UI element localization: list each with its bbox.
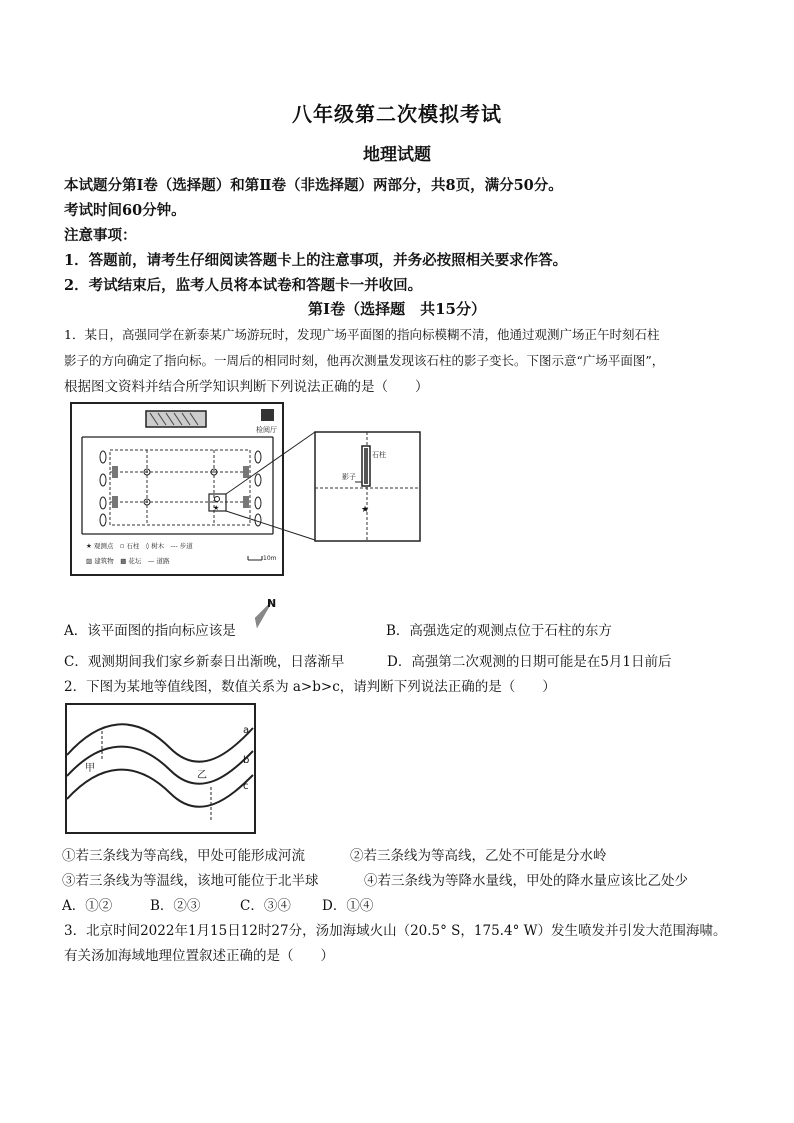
intro-line-2: 考试时间60分钟。 bbox=[64, 202, 186, 219]
q3-stem-line-2: 有关汤加海域地理位置叙述正确的是（ ） bbox=[64, 948, 334, 964]
q3-stem-line-1: 3．北京时间2022年1月15日12时27分，汤加海域火山（20.5° S，175.4° W）发生喷发并引发大范围海啸。 bbox=[64, 923, 727, 939]
label-jia: 甲 bbox=[85, 763, 95, 774]
notice-heading: 注意事项： bbox=[64, 227, 137, 244]
shadow-label: 影子 bbox=[342, 473, 356, 481]
q1-stem-line-1: 1．某日，高强同学在新泰某广场游玩时，发现广场平面图的指向标模糊不清，他通过观测广场正午时刻石柱 bbox=[64, 327, 660, 342]
review-hall-icon bbox=[261, 409, 274, 421]
q1-option-a bbox=[64, 619, 236, 639]
q1-stem-line-2: 影子的方向确定了指向标。一周后的相同时刻，他再次测量发现该石柱的影子变长。下图示意“广场平面图”， bbox=[64, 353, 665, 368]
svg-text:★: ★ bbox=[361, 505, 370, 515]
q1-option-b: B．高强选定的观测点位于石柱的东方 bbox=[386, 623, 612, 639]
label-a: a bbox=[243, 725, 250, 736]
isoline-figure bbox=[65, 703, 258, 835]
label-yi: 乙 bbox=[197, 770, 207, 781]
notice-item-1: 1．答题前，请考生仔细阅读答题卡上的注意事项，并务必按照相关要求作答。 bbox=[64, 252, 568, 269]
q2-statement-4: ④若三条线为等降水量线，甲处的降水量应该比乙处少 bbox=[364, 873, 688, 889]
q2-statement-3: ③若三条线为等温线，该地可能位于北半球 bbox=[62, 873, 319, 889]
section-heading: 第Ⅰ卷（选择题 共15分） bbox=[308, 300, 486, 318]
review-hall-label: 检阅厅 bbox=[256, 426, 277, 434]
q2-stem: 2．下图为某地等值线图，数值关系为 a>b>c，请判断下列说法正确的是（ ） bbox=[64, 679, 556, 695]
legend-row-1: ★ 观测点 ▫ 石柱 ◊ 树木 --- 步道 bbox=[86, 542, 193, 550]
square-plan-map bbox=[70, 400, 426, 578]
q2-option-d: D．①④ bbox=[322, 898, 374, 914]
compass-letter: N bbox=[267, 597, 277, 610]
label-c: c bbox=[243, 781, 249, 792]
legend-row-2: ▨ 建筑物 ▩ 花坛 — 道路 bbox=[86, 557, 170, 565]
page-title: 八年级第二次模拟考试 bbox=[292, 102, 502, 126]
scale-label: 10m bbox=[263, 555, 277, 562]
q2-statement-2: ②若三条线为等高线，乙处不可能是分水岭 bbox=[350, 848, 607, 864]
q2-option-c: C．③④ bbox=[240, 898, 291, 914]
svg-text:★: ★ bbox=[213, 504, 220, 512]
intro-line-1: 本试题分第Ⅰ卷（选择题）和第Ⅱ卷（非选择题）两部分，共8页，满分50分。 bbox=[64, 177, 563, 194]
notice-item-2: 2．考试结束后，监考人员将本试卷和答题卡一并收回。 bbox=[64, 277, 423, 294]
pillar-label: 石柱 bbox=[372, 451, 386, 459]
q1-option-c: C．观测期间我们家乡新泰日出渐晚，日落渐早 bbox=[64, 654, 345, 670]
q1-option-a-text: A．该平面图的指向标应该是 bbox=[64, 623, 236, 639]
compass-arrow-icon bbox=[243, 596, 279, 632]
q1-stem-line-3: 根据图文资料并结合所学知识判断下列说法正确的是（ ） bbox=[64, 379, 429, 395]
building-block bbox=[146, 411, 206, 427]
page-subtitle: 地理试题 bbox=[363, 145, 431, 165]
q2-statement-1: ①若三条线为等高线，甲处可能形成河流 bbox=[62, 848, 305, 864]
q2-option-b: B．②③ bbox=[150, 898, 201, 914]
label-b: b bbox=[243, 755, 250, 766]
q1-option-d: D．高强第二次观测的日期可能是在5月1日前后 bbox=[387, 654, 672, 670]
q2-option-a: A．①② bbox=[62, 898, 113, 914]
